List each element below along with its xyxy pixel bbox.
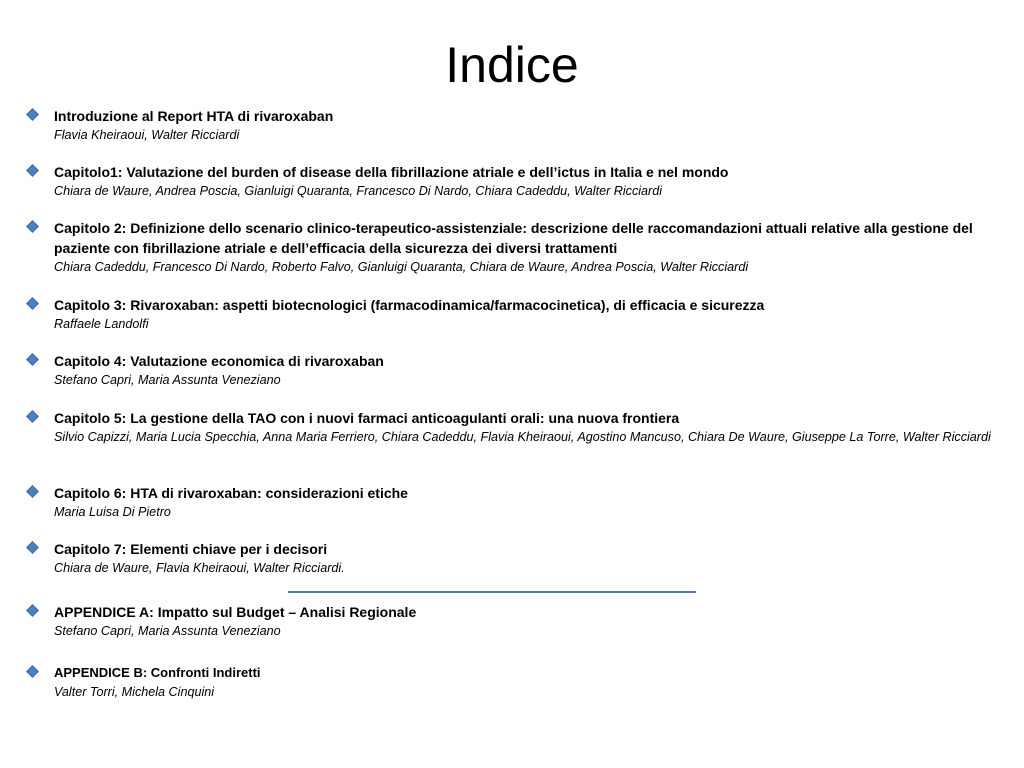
slide-title: Indice	[445, 37, 579, 93]
diamond-bullet-icon	[26, 604, 39, 617]
entry-authors: Stefano Capri, Maria Assunta Veneziano	[54, 624, 281, 638]
entry-title: Capitolo1: Valutazione del burden of disease della fibrillazione atriale e dell’ictus in Italia e nel mondo	[54, 164, 729, 180]
entry-authors: Chiara de Waure, Andrea Poscia, Gianluigi Quaranta, Francesco Di Nardo, Chiara Cadeddu, Walter Ricciardi	[54, 184, 663, 198]
entry-title: Capitolo 2: Definizione dello scenario clinico-terapeutico-assistenziale: descrizione delle raccomandazioni attuali relative alla gestione del paziente con fibrillazione atriale e dell’efficacia della sicurezza dei diversi trattamenti	[54, 220, 973, 256]
entry-title: Capitolo 4: Valutazione economica di rivaroxaban	[54, 353, 384, 369]
diamond-bullet-icon	[26, 485, 39, 498]
divider-line	[288, 591, 696, 593]
entry-title: Capitolo 3: Rivaroxaban: aspetti biotecnologici (farmacodinamica/farmacocinetica), di efficacia e sicurezza	[54, 297, 765, 313]
entry-authors: Chiara Cadeddu, Francesco Di Nardo, Roberto Falvo, Gianluigi Quaranta, Chiara de Waure, Andrea Poscia, Walter Ricciardi	[54, 260, 749, 274]
entry-authors: Chiara de Waure, Flavia Kheiraoui, Walter Ricciardi.	[54, 561, 345, 575]
entry-title: Capitolo 6: HTA di rivaroxaban: considerazioni etiche	[54, 485, 408, 501]
entry-title: APPENDICE A: Impatto sul Budget – Analisi Regionale	[54, 604, 417, 620]
entry-authors: Stefano Capri, Maria Assunta Veneziano	[54, 373, 281, 387]
entry-title: APPENDICE B: Confronti Indiretti	[54, 665, 261, 680]
toc-entry-capitolo-3	[28, 295, 998, 334]
entry-authors: Flavia Kheiraoui, Walter Ricciardi	[54, 128, 240, 142]
toc-entry-capitolo-5	[28, 408, 998, 447]
entry-authors: Valter Torri, Michela Cinquini	[54, 685, 215, 699]
toc-entry-capitolo-2	[28, 218, 998, 277]
toc-entry-capitolo-1	[28, 162, 998, 201]
diamond-bullet-icon	[26, 541, 39, 554]
toc-entry-capitolo-4	[28, 351, 998, 390]
entry-authors: Silvio Capizzi, Maria Lucia Specchia, Anna Maria Ferriero, Chiara Cadeddu, Flavia Kheiraoui, Agostino Mancuso, Chiara De Waure, Giuseppe La Torre, Walter Ricciardi	[54, 430, 991, 444]
toc-entry-introduzione	[28, 106, 998, 145]
diamond-bullet-icon	[26, 297, 39, 310]
diamond-bullet-icon	[26, 665, 39, 678]
diamond-bullet-icon	[26, 410, 39, 423]
diamond-bullet-icon	[26, 108, 39, 121]
toc-entry-capitolo-7	[28, 539, 998, 578]
diamond-bullet-icon	[26, 353, 39, 366]
entry-title: Capitolo 5: La gestione della TAO con i nuovi farmaci anticoagulanti orali: una nuova frontiera	[54, 410, 680, 426]
toc-entry-appendice-b	[28, 663, 998, 702]
entry-title: Capitolo 7: Elementi chiave per i decisori	[54, 541, 328, 557]
diamond-bullet-icon	[26, 164, 39, 177]
toc-entry-capitolo-6	[28, 483, 998, 522]
entry-authors: Raffaele Landolfi	[54, 317, 149, 331]
diamond-bullet-icon	[26, 220, 39, 233]
entry-authors: Maria Luisa Di Pietro	[54, 505, 171, 519]
entry-title: Introduzione al Report HTA di rivaroxaban	[54, 108, 334, 124]
toc-entry-appendice-a	[28, 602, 998, 641]
